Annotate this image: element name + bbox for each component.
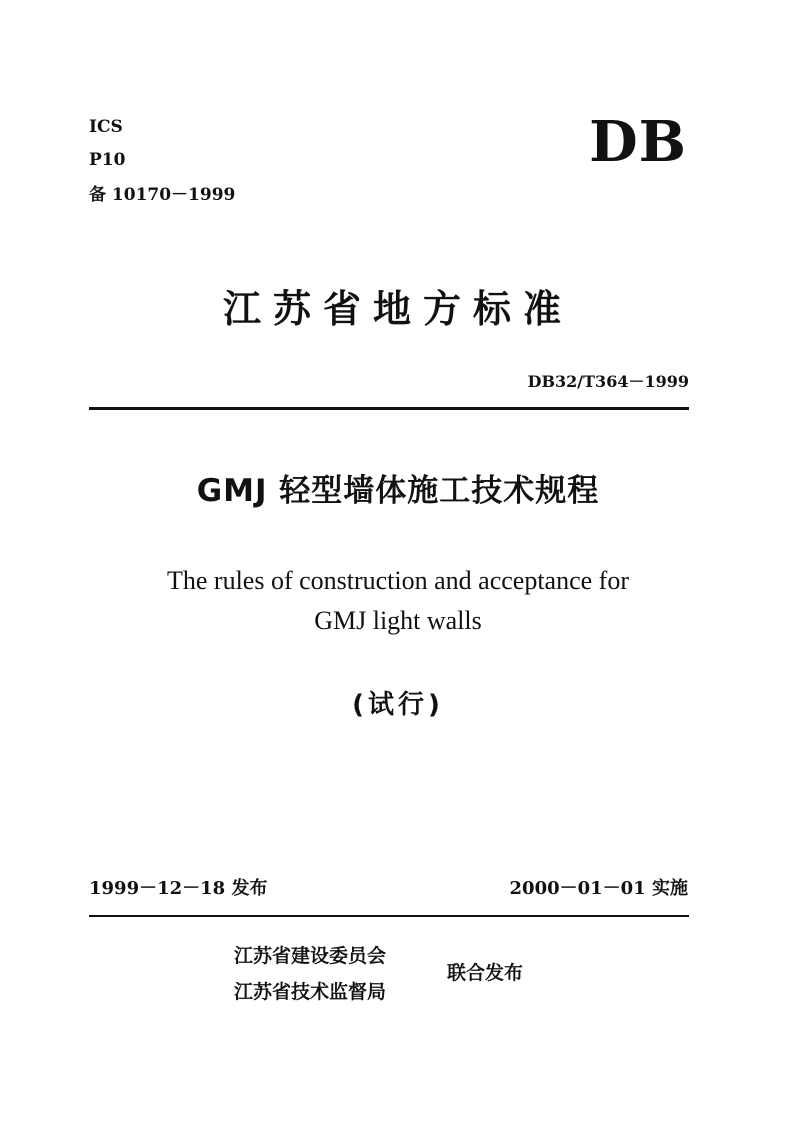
issue-date: 1999－12－18 发布 [89, 878, 268, 899]
top-divider [89, 407, 689, 410]
joint-release-label: 联合发布 [447, 962, 524, 984]
classification-code: P10 [89, 150, 126, 170]
bottom-divider [89, 915, 689, 917]
trial-label: (试行) [352, 690, 444, 720]
implementation-date: 2000－01－01 实施 [509, 878, 688, 899]
filing-number: 备 10170－1999 [89, 185, 236, 205]
issuer-construction-committee: 江苏省建设委员会 [234, 945, 387, 967]
ics-code: ICS [89, 117, 123, 137]
issuer-technical-supervision-bureau: 江苏省技术监督局 [234, 981, 387, 1003]
standard-type-heading: 江苏省地方标准 [222, 287, 573, 331]
document-title-chinese: GMJ 轻型墙体施工技术规程 [196, 473, 600, 509]
db-mark: DB [589, 109, 687, 175]
document-title-english-line2: GMJ light walls [314, 606, 482, 635]
standard-number: DB32/T364－1999 [527, 372, 689, 391]
document-title-english-line1: The rules of construction and acceptance for [166, 566, 629, 595]
